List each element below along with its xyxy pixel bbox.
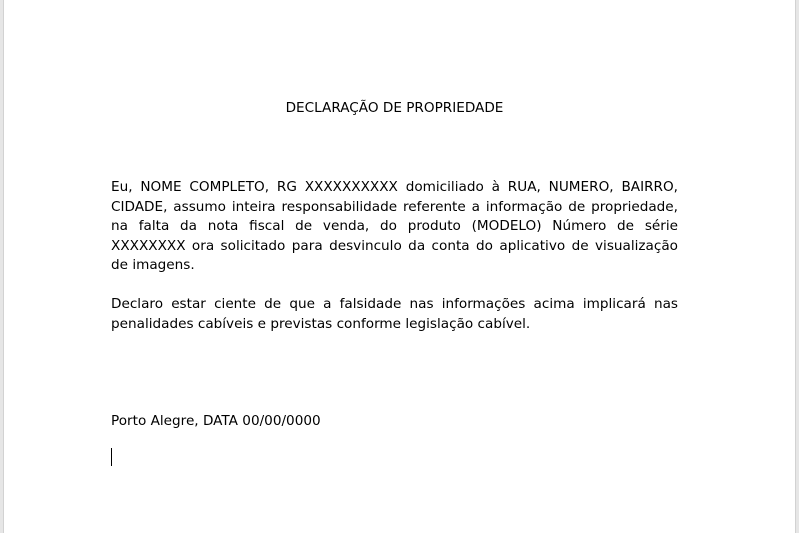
declaration-paragraph: Eu, NOME COMPLETO, RG XXXXXXXXXX domiciliado à RUA, NUMERO, BAIRRO, CIDADE, assumo inteira responsabilidade referente a informação de propriedade, na falta da nota fiscal de venda, do produto (MODELO) Número de série XXXXXXXX ora solicitado para desvinculo da conta do aplicativo de visualização de imagens.	[111, 179, 678, 273]
page-gutter-right	[795, 0, 799, 533]
text-cursor	[111, 448, 112, 466]
acknowledgement-paragraph: Declaro estar ciente de que a falsidade nas informações acima implicará nas penalidades cabíveis e previstas conforme legislação cabível.	[111, 296, 678, 332]
place-and-date: Porto Alegre, DATA 00/00/0000	[111, 413, 321, 429]
page-gutter-left	[0, 0, 4, 533]
document-title: DECLARAÇÃO DE PROPRIEDADE	[285, 100, 504, 116]
